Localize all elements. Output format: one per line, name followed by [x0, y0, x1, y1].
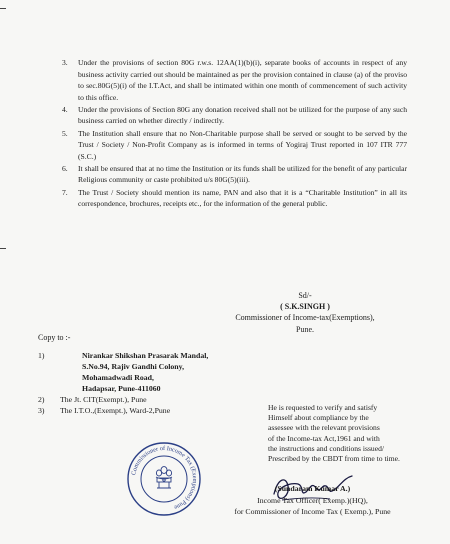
- condition-text: It shall be ensured that at no time the Institution or its funds shall be utilized for the benefit of any particular Religious community or caste prohibited u/s 80G(5)(iii).: [78, 163, 407, 185]
- recipient-number: 2): [38, 395, 45, 404]
- scan-edge-mark: [0, 8, 6, 9]
- sd-mark: Sd/-: [298, 291, 312, 300]
- request-line: of the Income-tax Act,1961 and with: [268, 433, 380, 443]
- commissioner-place: Pune.: [296, 324, 314, 334]
- recipient-number: 3): [38, 406, 45, 415]
- condition-text: The Trust / Society should mention its name, PAN and also that it is a “Charitable Institution” in all its correspondence, brochures, receipts etc., for the information of the general public.: [78, 187, 407, 209]
- stamp-text: Commissioner of Income Tax (Exemptions) Pune: [130, 444, 199, 511]
- recipient-line: Mohamadwadi Road,: [82, 373, 154, 382]
- recipient-line: Hadapsar, Pune-411060: [82, 384, 161, 393]
- condition-item: [62, 104, 407, 127]
- condition-item: [62, 163, 407, 186]
- conditions-list: [62, 57, 407, 210]
- scan-edge-mark: [0, 248, 6, 249]
- request-line: the instructions and conditions issued/: [268, 443, 385, 453]
- condition-text: Under the provisions of Section 80G any donation received shall not be utilized for the purpose of any such business carried on whether directly / indirectly.: [78, 104, 407, 126]
- condition-item: [62, 57, 407, 103]
- verification-request-note: [268, 403, 418, 464]
- recipient-item: [38, 405, 258, 416]
- official-seal-stamp: [125, 440, 203, 518]
- attesting-officer-block: [205, 483, 420, 518]
- recipient-item: [38, 350, 258, 394]
- condition-text: Under the provisions of section 80G r.w.s. 12AA(1)(b)(i), separate books of accounts in respect of any business activity carried out should be maintained as per the provision contained in clause (a) of the proviso to sec.80G(5)(i) of the I.T.Act, and shall be intimated within one month of commencement of such activity to this office.: [78, 58, 407, 102]
- condition-number: 3.: [62, 58, 68, 67]
- recipient-item: [38, 394, 258, 405]
- condition-item: [62, 128, 407, 163]
- condition-number: 5.: [62, 128, 68, 138]
- commissioner-signature-block: [200, 290, 410, 335]
- recipient-line: Nirankar Shikshan Prasarak Mandal,: [82, 351, 209, 360]
- commissioner-name: ( S.K.SINGH ): [280, 302, 330, 312]
- recipients-list: [38, 350, 258, 416]
- request-line: He is requested to verify and satisfy: [268, 403, 378, 412]
- officer-for-line: for Commissioner of Income Tax ( Exemp.), Pune: [234, 507, 391, 516]
- request-line: Himself about compliance by the: [268, 413, 369, 423]
- condition-number: 6.: [62, 163, 68, 173]
- recipient-line: S.No.94, Rajiv Gandhi Colony,: [82, 362, 185, 371]
- copy-to-label: Copy to :-: [38, 333, 71, 342]
- condition-text: The Institution shall ensure that no Non-Charitable purpose shall be served or sought to be served by the Trust / Society / Non-Profit Company as is informed in terms of Yogiraj Trust reported in 107 ITR 777 (S.C.): [78, 128, 407, 161]
- recipient-number: 1): [38, 351, 45, 360]
- request-line: assessee with the relevant provisions: [268, 423, 380, 433]
- condition-item: [62, 187, 407, 210]
- request-line: Prescribed by the CBDT from time to time.: [268, 454, 400, 464]
- recipient-line: The Jt. CIT(Exempt.), Pune: [60, 395, 147, 404]
- officer-designation: Income Tax Officer( Exemp.)(HQ),: [257, 495, 368, 505]
- condition-number: 4.: [62, 104, 68, 114]
- recipient-line: The I.T.O.,(Exempt.), Ward-2,Pune: [60, 406, 171, 415]
- officer-name: (Sundaram Kumar A.): [274, 484, 351, 493]
- commissioner-designation: Commissioner of Income-tax(Exemptions),: [235, 313, 375, 323]
- national-emblem-icon: [156, 467, 172, 488]
- condition-number: 7.: [62, 187, 68, 197]
